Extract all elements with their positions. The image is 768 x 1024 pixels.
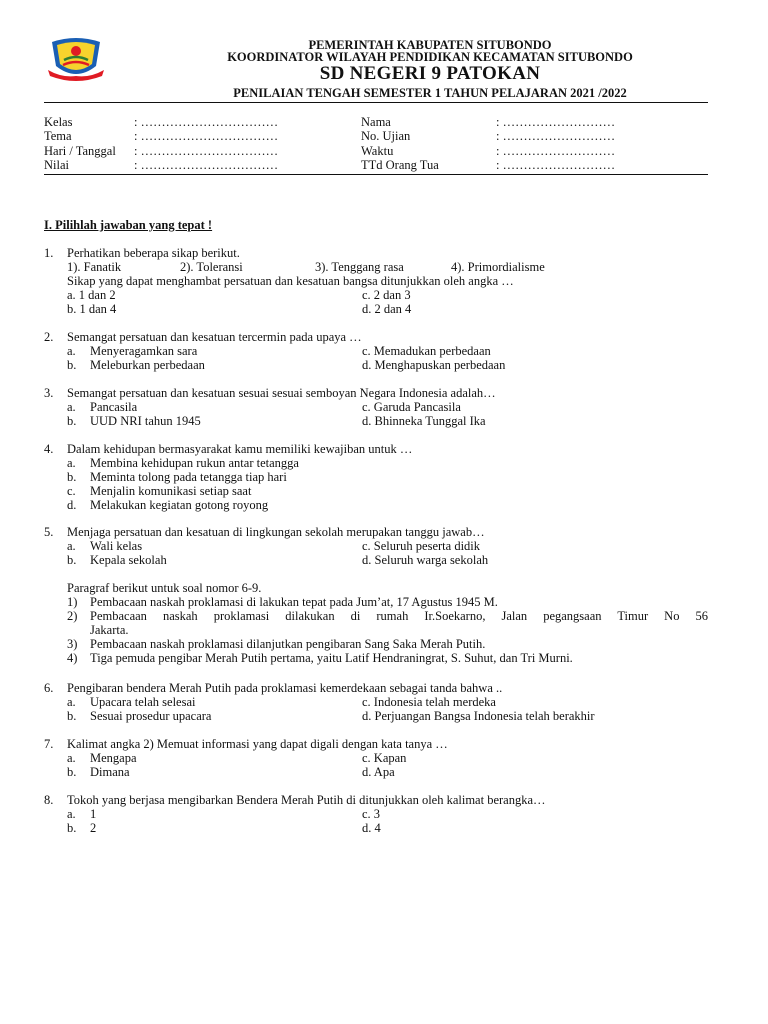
q7-number: 7.	[44, 737, 54, 751]
q4-option-b[interactable]: Meminta tolong pada tetangga tiap hari	[90, 470, 287, 484]
q7-letter-b: b.	[67, 765, 77, 779]
q6-option-c[interactable]: c. Indonesia telah merdeka	[362, 695, 496, 709]
q1-item-4: 4). Primordialisme	[451, 260, 545, 274]
field-no-ujian[interactable]: : ………………………	[496, 129, 616, 143]
identity-divider	[44, 174, 708, 175]
q1-number: 1.	[44, 246, 54, 260]
paragraph-num-3: 3)	[67, 637, 78, 651]
q1-item-3: 3). Tenggang rasa	[315, 260, 404, 274]
q2-number: 2.	[44, 330, 54, 344]
q4-option-d[interactable]: Melakukan kegiatan gotong royong	[90, 498, 269, 512]
q3-text: Semangat persatuan dan kesatuan sesuai sesuai semboyan Negara Indonesia adalah…	[67, 386, 496, 400]
q2-option-c[interactable]: c. Memadukan perbedaan	[362, 344, 491, 358]
q5-text: Menjaga persatuan dan kesatuan di lingkungan sekolah merupakan tanggu jawab…	[67, 525, 485, 539]
q1-item-2: 2). Toleransi	[180, 260, 243, 274]
q5-number: 5.	[44, 525, 54, 539]
q3-option-a[interactable]: Pancasila	[90, 400, 138, 414]
q8-letter-b: b.	[67, 821, 77, 835]
q4-letter-b: b.	[67, 470, 77, 484]
field-tema[interactable]: : ……………………………	[134, 129, 279, 143]
q1-option-d[interactable]: d. 2 dan 4	[362, 302, 412, 316]
office-title: KOORDINATOR WILAYAH PENDIDIKAN KECAMATAN SITUBONDO	[227, 50, 633, 64]
q8-option-c[interactable]: c. 3	[362, 807, 381, 821]
q8-letter-a: a.	[67, 807, 76, 821]
paragraph-sentence-2: Pembacaan naskah proklamasi dilakukan di rumah Ir.Soekarno, Jalan pegangsaan Timur No 56	[90, 609, 708, 623]
q1-item-1: 1). Fanatik	[67, 260, 122, 274]
q4-letter-d: d.	[67, 498, 77, 512]
q6-number: 6.	[44, 681, 54, 695]
q5-option-d[interactable]: d. Seluruh warga sekolah	[362, 553, 489, 567]
label-tema: Tema	[44, 129, 72, 143]
q1-option-a[interactable]: a. 1 dan 2	[67, 288, 116, 302]
q6-text: Pengibaran bendera Merah Putih pada proklamasi kemerdekaan sebagai tanda bahwa ..	[67, 681, 503, 695]
q2-letter-b: b.	[67, 358, 77, 372]
q7-option-b[interactable]: Dimana	[90, 765, 130, 779]
q4-letter-a: a.	[67, 456, 76, 470]
q8-option-d[interactable]: d. 4	[362, 821, 381, 835]
label-nilai: Nilai	[44, 158, 69, 172]
q5-option-c[interactable]: c. Seluruh peserta didik	[362, 539, 481, 553]
q7-text: Kalimat angka 2) Memuat informasi yang dapat digali dengan kata tanya …	[67, 737, 448, 751]
label-no-ujian: No. Ujian	[361, 129, 411, 143]
government-title: PEMERINTAH KABUPATEN SITUBONDO	[308, 38, 552, 52]
field-nilai[interactable]: : ……………………………	[134, 158, 279, 172]
q6-option-d[interactable]: d. Perjuangan Bangsa Indonesia telah berakhir	[362, 709, 595, 723]
paragraph-intro: Paragraf berikut untuk soal nomor 6-9.	[67, 581, 262, 595]
paragraph-num-4: 4)	[67, 651, 78, 665]
q3-option-c[interactable]: c. Garuda Pancasila	[362, 400, 461, 414]
q2-option-d[interactable]: d. Menghapuskan perbedaan	[362, 358, 506, 372]
section-heading: I. Pilihlah jawaban yang tepat !	[44, 218, 213, 232]
q3-letter-b: b.	[67, 414, 77, 428]
paragraph-sentence-1: Pembacaan naskah proklamasi di lakukan tepat pada Jum’at, 17 Agustus 1945 M.	[90, 595, 498, 609]
q5-option-a[interactable]: Wali kelas	[90, 539, 143, 553]
q4-number: 4.	[44, 442, 54, 456]
field-waktu[interactable]: : ………………………	[496, 144, 616, 158]
q7-option-a[interactable]: Mengapa	[90, 751, 137, 765]
paragraph-num-1: 1)	[67, 595, 78, 609]
q6-letter-b: b.	[67, 709, 77, 723]
q5-letter-b: b.	[67, 553, 77, 567]
school-crest-icon	[48, 36, 104, 84]
q8-option-a[interactable]: 1	[90, 807, 97, 821]
q7-option-c[interactable]: c. Kapan	[362, 751, 407, 765]
label-waktu: Waktu	[361, 144, 394, 158]
field-hari-tanggal[interactable]: : ……………………………	[134, 144, 279, 158]
q5-option-b[interactable]: Kepala sekolah	[90, 553, 167, 567]
q5-letter-a: a.	[67, 539, 76, 553]
q3-letter-a: a.	[67, 400, 76, 414]
school-name: SD NEGERI 9 PATOKAN	[319, 63, 541, 84]
q4-letter-c: c.	[67, 484, 76, 498]
q8-number: 8.	[44, 793, 54, 807]
q4-text: Dalam kehidupan bermasyarakat kamu memiliki kewajiban untuk …	[67, 442, 413, 456]
q6-option-a[interactable]: Upacara telah selesai	[90, 695, 196, 709]
q1-stem: Sikap yang dapat menghambat persatuan dan kesatuan bangsa ditunjukkan oleh angka …	[67, 274, 514, 288]
paragraph-sentence-4: Tiga pemuda pengibar Merah Putih pertama, yaitu Latif Hendraningrat, S. Suhut, dan Tri Murni.	[90, 651, 573, 665]
q4-option-c[interactable]: Menjalin komunikasi setiap saat	[90, 484, 252, 498]
q6-option-b[interactable]: Sesuai prosedur upacara	[90, 709, 212, 723]
header-divider	[44, 102, 708, 103]
q8-text: Tokoh yang berjasa mengibarkan Bendera Merah Putih di ditunjukkan oleh kalimat berangka…	[67, 793, 546, 807]
q4-option-a[interactable]: Membina kehidupan rukun antar tetangga	[90, 456, 299, 470]
paragraph-num-2: 2)	[67, 609, 78, 623]
q6-letter-a: a.	[67, 695, 76, 709]
field-nama[interactable]: : ………………………	[496, 115, 616, 129]
exam-title: PENILAIAN TENGAH SEMESTER 1 TAHUN PELAJARAN 2021 /2022	[233, 86, 627, 100]
q2-letter-a: a.	[67, 344, 76, 358]
label-hari-tanggal: Hari / Tanggal	[44, 144, 116, 158]
q7-letter-a: a.	[67, 751, 76, 765]
q2-option-b[interactable]: Meleburkan perbedaan	[90, 358, 205, 372]
label-ttd-orang-tua: TTd Orang Tua	[361, 158, 439, 172]
field-ttd-orang-tua[interactable]: : ………………………	[496, 158, 616, 172]
q8-option-b[interactable]: 2	[90, 821, 97, 835]
paragraph-sentence-3: Pembacaan naskah proklamasi dilanjutkan pengibaran Sang Saka Merah Putih.	[90, 637, 486, 651]
label-kelas: Kelas	[44, 115, 73, 129]
q3-option-b[interactable]: UUD NRI tahun 1945	[90, 414, 201, 428]
paragraph-sentence-2-cont: Jakarta.	[90, 623, 129, 637]
q1-text: Perhatikan beberapa sikap berikut.	[67, 246, 240, 260]
q3-number: 3.	[44, 386, 54, 400]
q1-option-c[interactable]: c. 2 dan 3	[362, 288, 411, 302]
q3-option-d[interactable]: d. Bhinneka Tunggal Ika	[362, 414, 486, 428]
q7-option-d[interactable]: d. Apa	[362, 765, 395, 779]
label-nama: Nama	[361, 115, 391, 129]
q2-option-a[interactable]: Menyeragamkan sara	[90, 344, 198, 358]
q2-text: Semangat persatuan dan kesatuan tercermin pada upaya …	[67, 330, 362, 344]
field-kelas[interactable]: : ……………………………	[134, 115, 279, 129]
q1-option-b[interactable]: b. 1 dan 4	[67, 302, 117, 316]
